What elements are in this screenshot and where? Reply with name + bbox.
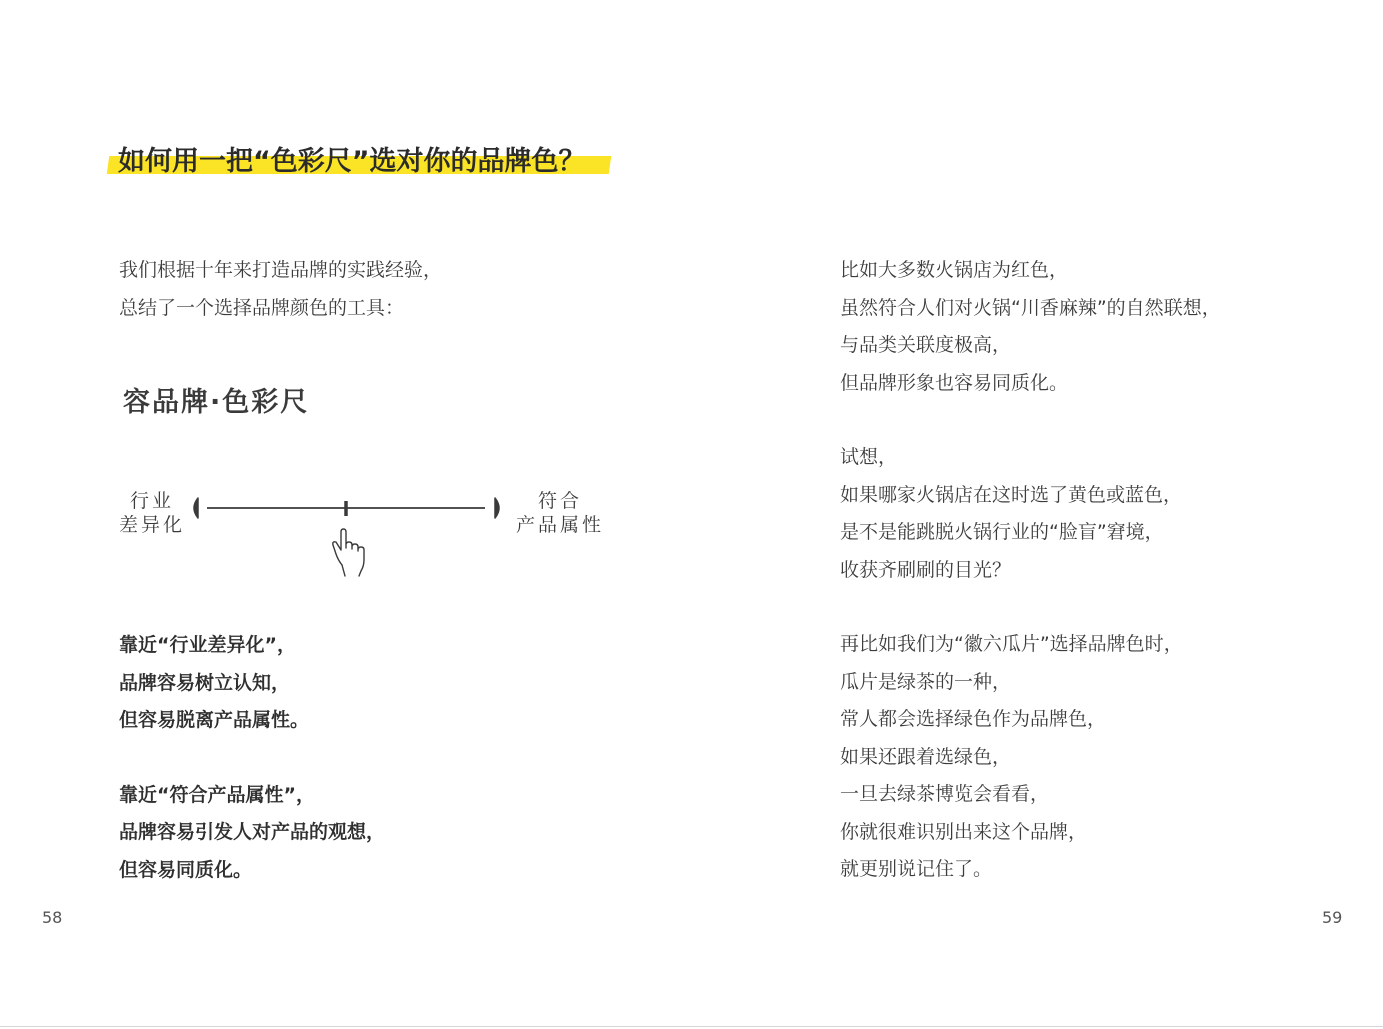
page-number-left: 58 (42, 908, 63, 927)
text-line: 如果还跟着选绿色， (840, 745, 1012, 768)
text-line: 但品牌形象也容易同质化。 (840, 371, 1069, 394)
text-line: 如果哪家火锅店在这时选了黄色或蓝色， (840, 483, 1183, 506)
ruler-right-label-line: 产品属性 (515, 514, 604, 536)
hand-pointer-icon (333, 529, 364, 576)
text-line: 瓜片是绿茶的一种， (840, 670, 1012, 693)
text-line: 是不是能跳脱火锅行业的“脸盲”窘境， (840, 521, 1164, 543)
bottom-rule (0, 1026, 1383, 1027)
paragraph (119, 777, 385, 890)
text-line: 品牌容易树立认知， (119, 671, 291, 694)
text-line: 再比如我们为“徽六瓜片”选择品牌色时， (840, 633, 1183, 655)
title-block (108, 140, 610, 184)
text-line: 但容易同质化。 (119, 858, 253, 881)
text-line: 靠近“行业差异化”， (119, 634, 296, 656)
color-ruler (185, 490, 515, 586)
ruler-left-label-line: 行业 (129, 490, 174, 512)
text-line: 与品类关联度极高， (840, 334, 1012, 356)
page-title: 如何用一把“色彩尺”选对你的品牌色？ (118, 146, 586, 177)
right-column (840, 252, 1221, 926)
text-line: 虽然符合人们对火锅“川香麻辣”的自然联想， (840, 296, 1221, 319)
ruler-right-label-line: 符合 (537, 490, 582, 512)
text-line: 比如大多数火锅店为红色， (840, 259, 1069, 281)
text-line: 就更别说记住了。 (840, 858, 993, 880)
text-line: 常人都会选择绿色作为品牌色， (840, 708, 1107, 730)
text-line: 试想， (840, 446, 898, 468)
intro-line: 总结了一个选择品牌颜色的工具： (119, 296, 405, 319)
text-line: 品牌容易引发人对产品的观想， (119, 821, 386, 843)
paragraph (840, 252, 1221, 402)
text-line: 一旦去绿茶博览会看看， (840, 783, 1050, 805)
text-line: 但容易脱离产品属性。 (119, 709, 310, 731)
ruler-left-label-line: 差异化 (118, 514, 185, 536)
text-line: 你就很难识别出来这个品牌， (840, 820, 1088, 843)
tool-name: 容品牌·色彩尺 (123, 387, 310, 418)
left-bracket-icon (194, 498, 198, 518)
text-line: 收获齐刷刷的目光？ (840, 558, 1012, 581)
paragraph (840, 626, 1221, 889)
left-explanation (119, 627, 385, 926)
paragraph (840, 439, 1221, 589)
paragraph (119, 627, 385, 740)
ruler-left-label (112, 489, 192, 537)
right-bracket-icon (495, 498, 499, 518)
intro-line: 我们根据十年来打造品牌的实践经验， (119, 259, 443, 281)
page-number-right: 59 (1322, 908, 1343, 927)
ruler-right-label (510, 489, 610, 537)
intro-text (119, 252, 442, 364)
text-line: 靠近“符合产品属性”， (119, 783, 315, 806)
